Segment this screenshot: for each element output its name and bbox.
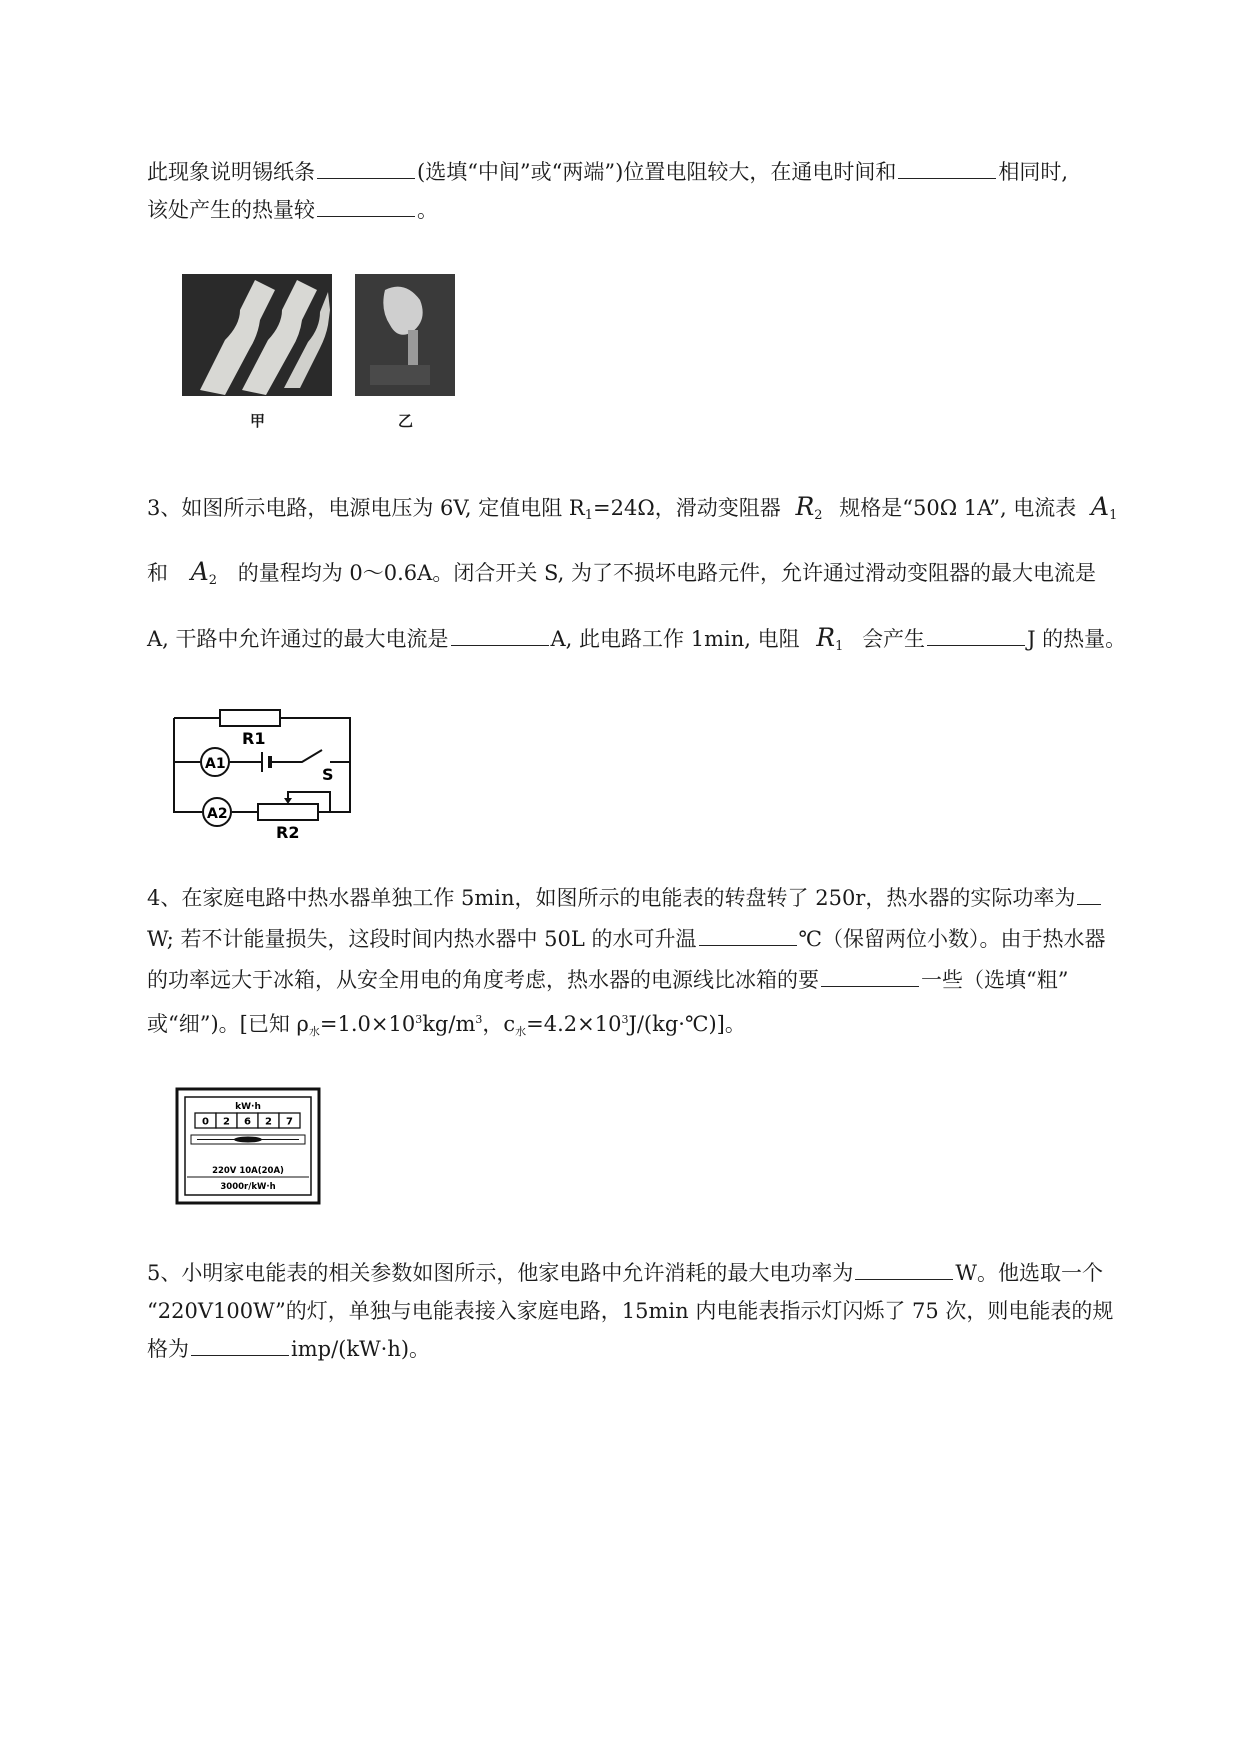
label-r2: R2 — [276, 823, 300, 840]
label-r1: R1 — [242, 729, 266, 748]
q4-text-d: 的功率远大于冰箱，从安全用电的角度考虑，热水器的电源线比冰箱的要 — [147, 968, 819, 992]
energy-meter-svg — [175, 1087, 321, 1205]
q3-r1-subscript-2: 1 — [835, 639, 844, 654]
answer-blank[interactable] — [1077, 884, 1101, 905]
q4-text-j: =4.2×10 — [526, 1012, 622, 1036]
q3-r2-subscript: 2 — [814, 508, 823, 523]
foil-remnant — [408, 330, 418, 370]
answer-blank[interactable] — [317, 196, 415, 217]
meter-constant: 3000r/kW·h — [220, 1182, 276, 1192]
q3-text-h: 会产生 — [862, 627, 926, 651]
meter-digit-row — [195, 1113, 300, 1128]
resistor-r1 — [220, 710, 280, 726]
p1-line2 — [147, 196, 438, 224]
q4-text-f: 或“细”)。[已知 ρ — [147, 1012, 309, 1036]
meter-digit: 6 — [244, 1116, 251, 1128]
answer-blank[interactable] — [855, 1259, 953, 1280]
q3-text-g: A, 此电路工作 1min, 电阻 — [550, 627, 800, 651]
q3-r1-symbol: R — [816, 623, 836, 652]
meter-digit: 7 — [286, 1116, 293, 1128]
q4-exponent-1: 3 — [415, 1013, 423, 1026]
q3-line1 — [147, 493, 1117, 530]
p1-text-a: 此现象说明锡纸条 — [147, 160, 315, 184]
figure-label-yi: 乙 — [398, 412, 414, 430]
circuit-svg — [172, 700, 362, 840]
circuit-diagram — [172, 700, 362, 840]
label-switch: S — [322, 765, 334, 784]
q4-text-c: ℃（保留两位小数）。由于热水器 — [798, 927, 1106, 951]
meter-digit: 2 — [223, 1116, 230, 1128]
rheostat-r2 — [258, 804, 318, 820]
answer-blank[interactable] — [927, 625, 1025, 646]
q3-text-i: J 的热量。 — [1027, 627, 1127, 651]
q3-text-b: =24Ω，滑动变阻器 — [593, 496, 781, 520]
q4-text-k: J/(kg·℃)]。 — [628, 1012, 746, 1036]
figure-label-jia: 甲 — [250, 412, 266, 430]
tin-foil-photos — [180, 270, 460, 440]
q4-text-a: 4、在家庭电路中热水器单独工作 5min，如图所示的电能表的转盘转了 250r，热水器的实际功率为 — [147, 886, 1076, 910]
battery-shape — [370, 365, 430, 385]
q4-line3 — [147, 966, 1068, 994]
q4-text-i: ，c — [482, 1012, 516, 1036]
q3-r1-subscript: 1 — [584, 508, 594, 523]
answer-blank[interactable] — [821, 966, 919, 987]
q3-a2-subscript: 2 — [208, 573, 218, 588]
q5-text-e: imp/(kW·h)。 — [291, 1337, 431, 1361]
q3-a1-symbol: A — [1091, 492, 1110, 521]
q3-text-d: 和 — [147, 561, 168, 585]
meter-unit: kW·h — [235, 1102, 261, 1112]
q5-line1 — [147, 1259, 1103, 1287]
energy-meter-figure — [175, 1087, 321, 1205]
q4-text-e: 一些（选填“粗” — [921, 968, 1069, 992]
tin-foil-figure — [180, 270, 460, 440]
q4-text-h: kg/m — [422, 1012, 476, 1036]
q5-text-b: W。他选取一个 — [955, 1261, 1103, 1285]
q3-line3 — [147, 624, 1126, 661]
q3-text-a: 3、如图所示电路，电源电压为 6V, 定值电阻 R — [147, 496, 585, 520]
answer-blank[interactable] — [191, 1335, 289, 1356]
p1-text-c: 相同时, — [998, 160, 1069, 184]
q3-line2 — [147, 558, 1096, 595]
answer-blank[interactable] — [699, 925, 797, 946]
answer-blank[interactable] — [317, 158, 415, 179]
p1-text-b: (选填“中间”或“两端”)位置电阻较大，在通电时间和 — [417, 160, 897, 184]
q3-r2-symbol: R — [795, 492, 815, 521]
q3-text-e: 的量程均为 0～0.6A。闭合开关 S, 为了不损坏电路元件，允许通过滑动变阻器的最大电流是 — [237, 561, 1096, 585]
q4-line2 — [147, 925, 1106, 953]
q4-line4 — [147, 1006, 746, 1046]
q4-text-b: W; 若不计能量损失，这段时间内热水器中 50L 的水可升温 — [147, 927, 697, 951]
q3-a1-subscript: 1 — [1109, 508, 1118, 523]
meter-rating: 220V 10A(20A) — [212, 1166, 284, 1176]
q4-exponent-3: 3 — [621, 1013, 629, 1026]
label-a1: A1 — [205, 756, 226, 772]
p1-text-d: 该处产生的热量较 — [147, 198, 315, 222]
q4-line1 — [147, 884, 1103, 912]
q5-line2 — [147, 1297, 1113, 1325]
answer-blank[interactable] — [898, 158, 996, 179]
q5-line3 — [147, 1335, 430, 1363]
q3-a2-symbol: A — [190, 557, 209, 586]
q5-text-c: “220V100W”的灯，单独与电能表接入家庭电路，15min 内电能表指示灯闪烁了 75 次，则电能表的规 — [147, 1299, 1114, 1323]
p1-line1 — [147, 158, 1068, 186]
q4-rho-subscript: 水 — [308, 1025, 320, 1038]
q4-c-subscript: 水 — [515, 1025, 527, 1038]
q4-exponent-2: 3 — [475, 1013, 483, 1026]
meter-digit: 0 — [202, 1116, 209, 1128]
meter-digit: 2 — [265, 1116, 272, 1128]
answer-blank[interactable] — [451, 625, 549, 646]
q5-text-d: 格为 — [147, 1337, 189, 1361]
label-a2: A2 — [207, 806, 228, 822]
p1-text-e: 。 — [417, 198, 438, 222]
rheostat-slider-wire — [288, 792, 330, 812]
meter-rotor-disc — [234, 1137, 262, 1143]
q5-text-a: 5、小明家电能表的相关参数如图所示，他家电路中允许消耗的最大电功率为 — [147, 1261, 854, 1285]
q4-text-g: =1.0×10 — [319, 1012, 416, 1036]
q3-text-c: 规格是“50Ω 1A”, 电流表 — [839, 496, 1077, 520]
q3-text-f: A, 干路中允许通过的最大电流是 — [147, 627, 449, 651]
